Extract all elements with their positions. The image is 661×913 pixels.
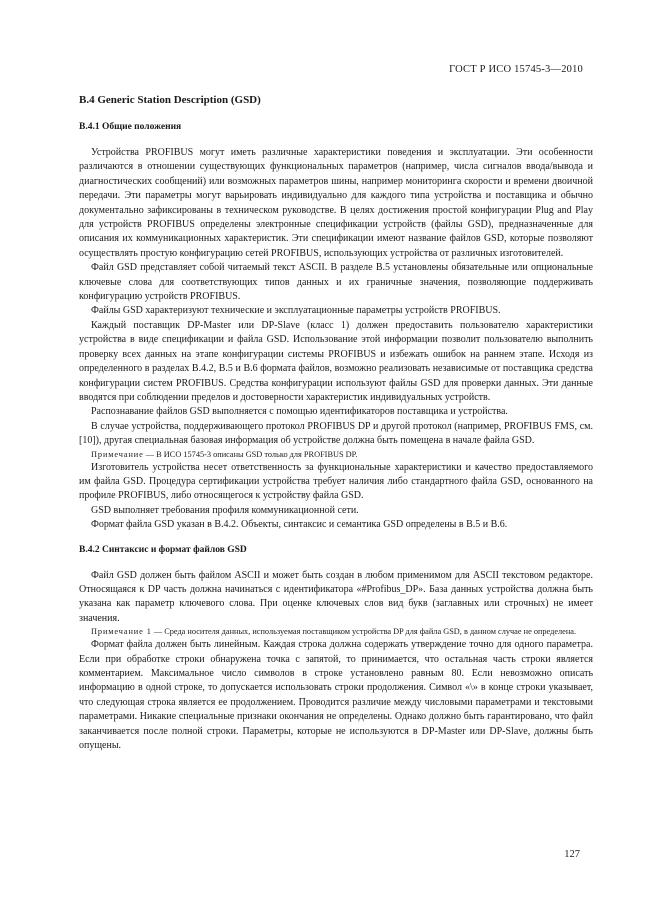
paragraph: Файлы GSD характеризуют технические и эксплуатационные параметры устройств PROFIBUS. bbox=[91, 305, 501, 317]
paragraph: Файл GSD должен быть файлом ASCII и может быть создан в любом применимом для ASCII текстовом редакторе. Относящаяся к DP часть должна начинаться с идентификатора «#Profibus_DP». База данных устройства должна быть указана как параметр ключевого слова. При оценке ключевых слов вид букв (заглавных или строчных) не имеет значения. bbox=[79, 569, 593, 624]
paragraph: GSD выполняет требования профиля коммуникационной сети. bbox=[91, 504, 359, 516]
paragraph: Формат файла должен быть линейным. Каждая строка должна содержать утверждение точно для одного параметра. Если при обработке строки обнаружена точка с запятой, то принимается, что остальная часть строки является комментарием. Максимальное число символов в строке установлено равным 80. Если невозможно описать информацию в одной строке, то допускается использовать строки продолжения. Символ «\» в конце строки указывает, что следующая строка является ее продолжением. Проводится различие между числовыми параметрами и текстовыми параметрами. Никакие специальные признаки окончания не определены. Однако должно быть гарантировано, что файл заканчивается после полной строки. Параметры, которые не используются в DP-Master или DP-Slave, должны быть опущены. bbox=[79, 639, 593, 752]
page-number: 127 bbox=[564, 849, 580, 860]
section-spacer bbox=[79, 533, 593, 545]
subsection-title-b41: B.4.1 Общие положения bbox=[79, 122, 182, 132]
paragraph: Файл GSD представляет собой читаемый текст ASCII. В разделе B.5 установлены обязательные или опциональные ключевые слова для соответствующих типов данных и их граничные значения, позволяющие поддерживать конфигурацию устройств PROFIBUS. bbox=[79, 262, 593, 303]
subsection-b42-body bbox=[79, 569, 593, 754]
subsection-b41-body bbox=[79, 146, 593, 533]
note-text: — В ИСО 15745-3 описаны GSD только для PROFIBUS DP. bbox=[143, 449, 358, 459]
paragraph: В случае устройства, поддерживающего протокол PROFIBUS DP и другой протокол (например, PROFIBUS FMS, см. [10]), другая специальная базовая информация об устройстве должна быть помещена в начале файла GSD. bbox=[79, 420, 593, 447]
subsection-title-b42: B.4.2 Синтаксис и формат файлов GSD bbox=[79, 544, 247, 555]
section-title: B.4 Generic Station Description (GSD) bbox=[79, 94, 261, 106]
paragraph: Формат файла GSD указан в B.4.2. Объекты, синтаксис и семантика GSD определены в B.5 и B.6. bbox=[91, 519, 508, 531]
note bbox=[79, 449, 593, 461]
page-content bbox=[79, 94, 593, 753]
note bbox=[79, 626, 593, 638]
paragraph: Изготовитель устройства несет ответственность за функциональные характеристики и качество предоставляемого им файла GSD. Процедура сертификации устройства требует наличия либо стандартного файла GSD, основанного на профиле PROFIBUS, либо относящегося к устройству файла GSD. bbox=[79, 461, 593, 502]
paragraph: Распознавание файлов GSD выполняется с помощью идентификаторов поставщика и устройства. bbox=[91, 406, 508, 418]
running-header: ГОСТ Р ИСО 15745-3—2010 bbox=[449, 64, 583, 75]
note-label: Примечание 1 bbox=[91, 627, 152, 637]
note-text: — Среда носителя данных, используемая поставщиком устройства DP для файла GSD, в данном случае не определена. bbox=[151, 627, 577, 637]
paragraph: Каждый поставщик DP-Master или DP-Slave (класс 1) должен предоставить пользователю характеристики устройства в виде спецификации и файла GSD. Использование этой информации позволит пользователю выполнить проверку всех данных на этапе конфигурации системы PROFIBUS и избежать ошибок на раннем этапе. Исходя из определенного в разделах B.4.2, B.5 и B.6 формата файлов, возможно реализовать независимые от поставщика средства конфигурации систем PROFIBUS. Средства конфигурации используют файлы GSD для проверки данных. Эти данные вводятся при соблюдении пределов и достоверности характеристик индивидуальных устройств. bbox=[79, 319, 593, 403]
paragraph: Устройства PROFIBUS могут иметь различные характеристики поведения и эксплуатации. Эти особенности различаются в отношении существующих функциональных параметров (например, числа сигналов ввода/вывода и диагностических сообщений) или возможных параметров шины, например мониторинга скорости и времени двоичной передачи. Эти параметры могут варьировать индивидуально для каждого типа устройства и поставщика и обычно документально зафиксированы в техническом руководстве. В целях достижения простой конфигурации Plug and Play для устройств PROFIBUS определены электронные спецификации устройств (файлы GSD), предназначенные для описания их коммуникационных характеристик. Эти спецификации имеют название файлов GSD, которые позволяют осуществлять простую конфигурацию сетей PROFIBUS, использующих устройства от различных изготовителей. bbox=[79, 147, 593, 259]
note-label: Примечание bbox=[91, 449, 144, 459]
